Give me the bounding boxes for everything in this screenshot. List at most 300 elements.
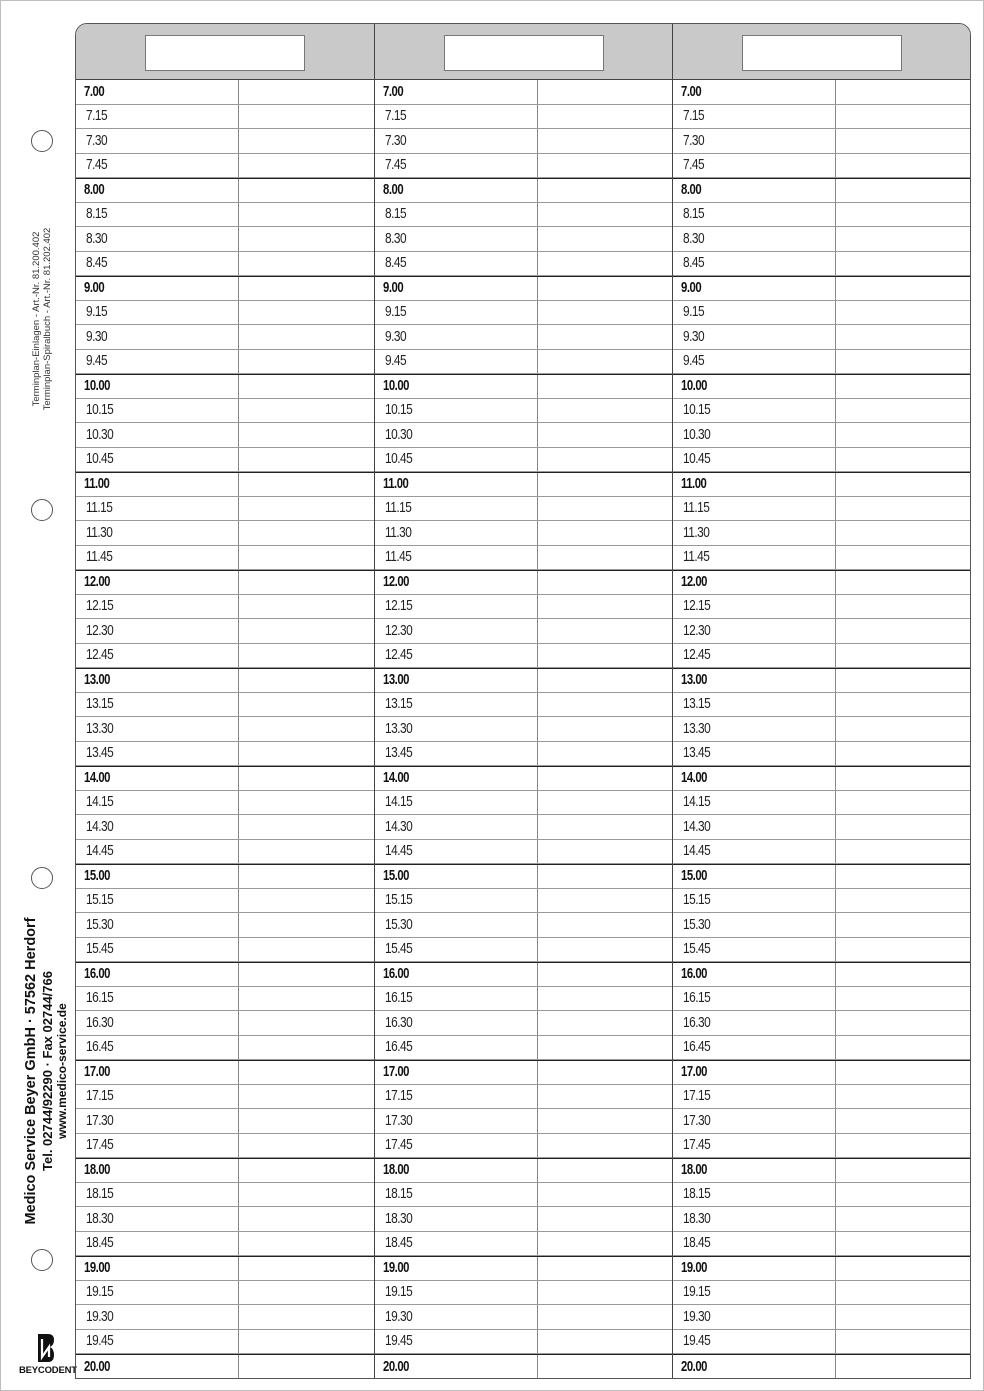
appointment-slot[interactable] bbox=[836, 1281, 970, 1305]
appointment-slot[interactable] bbox=[538, 80, 672, 104]
appointment-slot[interactable] bbox=[836, 938, 970, 962]
time-slot-row[interactable] bbox=[673, 252, 970, 277]
appointment-slot[interactable] bbox=[538, 840, 672, 864]
appointment-slot[interactable] bbox=[239, 154, 374, 178]
time-slot-row[interactable] bbox=[76, 644, 374, 669]
appointment-slot[interactable] bbox=[836, 865, 970, 888]
time-slot-row[interactable] bbox=[375, 1036, 672, 1061]
appointment-slot[interactable] bbox=[836, 277, 970, 300]
appointment-slot[interactable] bbox=[239, 350, 374, 374]
time-slot-row[interactable] bbox=[375, 1207, 672, 1232]
appointment-slot[interactable] bbox=[239, 1159, 374, 1182]
appointment-slot[interactable] bbox=[538, 1036, 672, 1060]
appointment-slot[interactable] bbox=[239, 448, 374, 472]
appointment-slot[interactable] bbox=[836, 105, 970, 129]
time-slot-row[interactable] bbox=[375, 570, 672, 595]
appointment-slot[interactable] bbox=[239, 179, 374, 202]
appointment-slot[interactable] bbox=[836, 717, 970, 741]
appointment-slot[interactable] bbox=[239, 571, 374, 594]
appointment-slot[interactable] bbox=[836, 154, 970, 178]
time-slot-row[interactable] bbox=[76, 227, 374, 252]
time-slot-row[interactable] bbox=[76, 717, 374, 742]
appointment-slot[interactable] bbox=[239, 619, 374, 643]
time-slot-row[interactable] bbox=[375, 472, 672, 497]
time-slot-row[interactable] bbox=[375, 497, 672, 522]
time-slot-row[interactable] bbox=[673, 546, 970, 571]
appointment-slot[interactable] bbox=[538, 154, 672, 178]
time-slot-row[interactable] bbox=[76, 374, 374, 399]
appointment-slot[interactable] bbox=[239, 497, 374, 521]
appointment-slot[interactable] bbox=[836, 252, 970, 276]
time-slot-row[interactable] bbox=[375, 889, 672, 914]
time-slot-row[interactable] bbox=[375, 1109, 672, 1134]
time-slot-row[interactable] bbox=[673, 1036, 970, 1061]
appointment-slot[interactable] bbox=[239, 375, 374, 398]
appointment-slot[interactable] bbox=[239, 227, 374, 251]
time-slot-row[interactable] bbox=[673, 1305, 970, 1330]
time-slot-row[interactable] bbox=[76, 668, 374, 693]
appointment-slot[interactable] bbox=[538, 1330, 672, 1354]
appointment-slot[interactable] bbox=[538, 693, 672, 717]
appointment-slot[interactable] bbox=[836, 203, 970, 227]
time-slot-row[interactable] bbox=[375, 644, 672, 669]
time-slot-row[interactable] bbox=[76, 840, 374, 865]
appointment-slot[interactable] bbox=[538, 497, 672, 521]
appointment-slot[interactable] bbox=[538, 938, 672, 962]
time-slot-row[interactable] bbox=[673, 815, 970, 840]
time-slot-row[interactable] bbox=[76, 1060, 374, 1085]
time-slot-row[interactable] bbox=[375, 1354, 672, 1379]
appointment-slot[interactable] bbox=[836, 350, 970, 374]
time-slot-row[interactable] bbox=[375, 399, 672, 424]
appointment-slot[interactable] bbox=[239, 742, 374, 766]
time-slot-row[interactable] bbox=[375, 1011, 672, 1036]
time-slot-row[interactable] bbox=[375, 129, 672, 154]
appointment-slot[interactable] bbox=[836, 1011, 970, 1035]
appointment-slot[interactable] bbox=[239, 987, 374, 1011]
time-slot-row[interactable] bbox=[375, 325, 672, 350]
appointment-slot[interactable] bbox=[836, 595, 970, 619]
time-slot-row[interactable] bbox=[673, 1085, 970, 1110]
appointment-slot[interactable] bbox=[239, 865, 374, 888]
appointment-slot[interactable] bbox=[538, 791, 672, 815]
time-slot-row[interactable] bbox=[76, 791, 374, 816]
appointment-slot[interactable] bbox=[836, 889, 970, 913]
appointment-slot[interactable] bbox=[836, 129, 970, 153]
time-slot-row[interactable] bbox=[76, 815, 374, 840]
appointment-slot[interactable] bbox=[836, 179, 970, 202]
time-slot-row[interactable] bbox=[673, 987, 970, 1012]
time-slot-row[interactable] bbox=[673, 154, 970, 179]
appointment-slot[interactable] bbox=[538, 767, 672, 790]
appointment-slot[interactable] bbox=[239, 129, 374, 153]
time-slot-row[interactable] bbox=[375, 766, 672, 791]
appointment-slot[interactable] bbox=[239, 546, 374, 570]
appointment-slot[interactable] bbox=[239, 325, 374, 349]
appointment-slot[interactable] bbox=[239, 1207, 374, 1231]
appointment-slot[interactable] bbox=[836, 669, 970, 692]
appointment-slot[interactable] bbox=[538, 227, 672, 251]
appointment-slot[interactable] bbox=[836, 1061, 970, 1084]
appointment-slot[interactable] bbox=[538, 865, 672, 888]
time-slot-row[interactable] bbox=[375, 252, 672, 277]
appointment-slot[interactable] bbox=[538, 644, 672, 668]
time-slot-row[interactable] bbox=[375, 203, 672, 228]
time-slot-row[interactable] bbox=[673, 497, 970, 522]
time-slot-row[interactable] bbox=[673, 913, 970, 938]
time-slot-row[interactable] bbox=[76, 570, 374, 595]
time-slot-row[interactable] bbox=[76, 472, 374, 497]
appointment-slot[interactable] bbox=[836, 1305, 970, 1329]
time-slot-row[interactable] bbox=[375, 938, 672, 963]
appointment-slot[interactable] bbox=[239, 1355, 374, 1379]
time-slot-row[interactable] bbox=[375, 154, 672, 179]
appointment-slot[interactable] bbox=[239, 595, 374, 619]
appointment-slot[interactable] bbox=[836, 693, 970, 717]
time-slot-row[interactable] bbox=[673, 619, 970, 644]
appointment-slot[interactable] bbox=[836, 301, 970, 325]
time-slot-row[interactable] bbox=[76, 1109, 374, 1134]
time-slot-row[interactable] bbox=[673, 1060, 970, 1085]
time-slot-row[interactable] bbox=[375, 546, 672, 571]
time-slot-row[interactable] bbox=[76, 1134, 374, 1159]
time-slot-row[interactable] bbox=[76, 913, 374, 938]
time-slot-row[interactable] bbox=[76, 1232, 374, 1257]
time-slot-row[interactable] bbox=[375, 815, 672, 840]
time-slot-row[interactable] bbox=[375, 227, 672, 252]
time-slot-row[interactable] bbox=[375, 1183, 672, 1208]
time-slot-row[interactable] bbox=[673, 350, 970, 375]
time-slot-row[interactable] bbox=[673, 448, 970, 473]
time-slot-row[interactable] bbox=[76, 497, 374, 522]
appointment-slot[interactable] bbox=[538, 1305, 672, 1329]
time-slot-row[interactable] bbox=[673, 595, 970, 620]
appointment-slot[interactable] bbox=[538, 325, 672, 349]
appointment-slot[interactable] bbox=[538, 717, 672, 741]
appointment-slot[interactable] bbox=[538, 1159, 672, 1182]
time-slot-row[interactable] bbox=[76, 423, 374, 448]
time-slot-row[interactable] bbox=[76, 105, 374, 130]
time-slot-row[interactable] bbox=[673, 1256, 970, 1281]
appointment-slot[interactable] bbox=[836, 571, 970, 594]
time-slot-row[interactable] bbox=[375, 448, 672, 473]
time-slot-row[interactable] bbox=[76, 154, 374, 179]
time-slot-row[interactable] bbox=[76, 1183, 374, 1208]
appointment-slot[interactable] bbox=[239, 105, 374, 129]
time-slot-row[interactable] bbox=[375, 1232, 672, 1257]
time-slot-row[interactable] bbox=[673, 791, 970, 816]
appointment-slot[interactable] bbox=[538, 963, 672, 986]
appointment-slot[interactable] bbox=[836, 399, 970, 423]
appointment-slot[interactable] bbox=[836, 1355, 970, 1379]
time-slot-row[interactable] bbox=[375, 693, 672, 718]
time-slot-row[interactable] bbox=[673, 693, 970, 718]
time-slot-row[interactable] bbox=[673, 1232, 970, 1257]
appointment-slot[interactable] bbox=[538, 179, 672, 202]
appointment-slot[interactable] bbox=[836, 1257, 970, 1280]
time-slot-row[interactable] bbox=[76, 1158, 374, 1183]
appointment-slot[interactable] bbox=[538, 595, 672, 619]
appointment-slot[interactable] bbox=[239, 913, 374, 937]
appointment-slot[interactable] bbox=[538, 1207, 672, 1231]
appointment-slot[interactable] bbox=[836, 791, 970, 815]
time-slot-row[interactable] bbox=[76, 742, 374, 767]
appointment-slot[interactable] bbox=[239, 963, 374, 986]
appointment-slot[interactable] bbox=[538, 252, 672, 276]
appointment-slot[interactable] bbox=[239, 1281, 374, 1305]
time-slot-row[interactable] bbox=[76, 1011, 374, 1036]
time-slot-row[interactable] bbox=[76, 129, 374, 154]
appointment-slot[interactable] bbox=[836, 1134, 970, 1158]
appointment-slot[interactable] bbox=[836, 375, 970, 398]
appointment-slot[interactable] bbox=[836, 1232, 970, 1256]
time-slot-row[interactable] bbox=[76, 619, 374, 644]
time-slot-row[interactable] bbox=[375, 80, 672, 105]
time-slot-row[interactable] bbox=[673, 889, 970, 914]
time-slot-row[interactable] bbox=[375, 374, 672, 399]
time-slot-row[interactable] bbox=[76, 325, 374, 350]
appointment-slot[interactable] bbox=[239, 1011, 374, 1035]
day-label-field[interactable] bbox=[742, 35, 902, 71]
appointment-slot[interactable] bbox=[239, 80, 374, 104]
time-slot-row[interactable] bbox=[375, 301, 672, 326]
time-slot-row[interactable] bbox=[375, 791, 672, 816]
time-slot-row[interactable] bbox=[673, 1011, 970, 1036]
appointment-slot[interactable] bbox=[239, 1232, 374, 1256]
time-slot-row[interactable] bbox=[673, 1109, 970, 1134]
appointment-slot[interactable] bbox=[836, 1085, 970, 1109]
appointment-slot[interactable] bbox=[836, 1330, 970, 1354]
time-slot-row[interactable] bbox=[673, 80, 970, 105]
appointment-slot[interactable] bbox=[538, 423, 672, 447]
time-slot-row[interactable] bbox=[375, 668, 672, 693]
appointment-slot[interactable] bbox=[239, 1109, 374, 1133]
appointment-slot[interactable] bbox=[538, 1281, 672, 1305]
appointment-slot[interactable] bbox=[538, 350, 672, 374]
appointment-slot[interactable] bbox=[538, 1085, 672, 1109]
appointment-slot[interactable] bbox=[836, 742, 970, 766]
appointment-slot[interactable] bbox=[836, 963, 970, 986]
time-slot-row[interactable] bbox=[375, 1256, 672, 1281]
appointment-slot[interactable] bbox=[239, 203, 374, 227]
time-slot-row[interactable] bbox=[375, 423, 672, 448]
time-slot-row[interactable] bbox=[76, 1281, 374, 1306]
time-slot-row[interactable] bbox=[673, 1134, 970, 1159]
time-slot-row[interactable] bbox=[673, 301, 970, 326]
day-label-field[interactable] bbox=[444, 35, 604, 71]
time-slot-row[interactable] bbox=[375, 595, 672, 620]
time-slot-row[interactable] bbox=[375, 1060, 672, 1085]
appointment-slot[interactable] bbox=[836, 521, 970, 545]
time-slot-row[interactable] bbox=[673, 227, 970, 252]
appointment-slot[interactable] bbox=[239, 938, 374, 962]
time-slot-row[interactable] bbox=[375, 105, 672, 130]
time-slot-row[interactable] bbox=[673, 840, 970, 865]
time-slot-row[interactable] bbox=[76, 987, 374, 1012]
time-slot-row[interactable] bbox=[673, 864, 970, 889]
appointment-slot[interactable] bbox=[239, 473, 374, 496]
time-slot-row[interactable] bbox=[76, 178, 374, 203]
appointment-slot[interactable] bbox=[239, 889, 374, 913]
appointment-slot[interactable] bbox=[836, 1159, 970, 1182]
appointment-slot[interactable] bbox=[239, 767, 374, 790]
time-slot-row[interactable] bbox=[76, 546, 374, 571]
time-slot-row[interactable] bbox=[375, 619, 672, 644]
time-slot-row[interactable] bbox=[76, 766, 374, 791]
appointment-slot[interactable] bbox=[538, 277, 672, 300]
time-slot-row[interactable] bbox=[76, 962, 374, 987]
appointment-slot[interactable] bbox=[239, 791, 374, 815]
appointment-slot[interactable] bbox=[538, 1355, 672, 1379]
appointment-slot[interactable] bbox=[538, 473, 672, 496]
appointment-slot[interactable] bbox=[538, 203, 672, 227]
appointment-slot[interactable] bbox=[239, 717, 374, 741]
time-slot-row[interactable] bbox=[673, 570, 970, 595]
time-slot-row[interactable] bbox=[673, 521, 970, 546]
appointment-slot[interactable] bbox=[836, 619, 970, 643]
time-slot-row[interactable] bbox=[76, 1085, 374, 1110]
time-slot-row[interactable] bbox=[673, 423, 970, 448]
time-slot-row[interactable] bbox=[76, 889, 374, 914]
appointment-slot[interactable] bbox=[836, 473, 970, 496]
appointment-slot[interactable] bbox=[239, 1061, 374, 1084]
appointment-slot[interactable] bbox=[538, 105, 672, 129]
appointment-slot[interactable] bbox=[538, 399, 672, 423]
appointment-slot[interactable] bbox=[239, 840, 374, 864]
appointment-slot[interactable] bbox=[538, 1232, 672, 1256]
time-slot-row[interactable] bbox=[673, 1330, 970, 1355]
time-slot-row[interactable] bbox=[673, 668, 970, 693]
time-slot-row[interactable] bbox=[76, 399, 374, 424]
time-slot-row[interactable] bbox=[673, 766, 970, 791]
time-slot-row[interactable] bbox=[375, 1305, 672, 1330]
time-slot-row[interactable] bbox=[673, 399, 970, 424]
appointment-slot[interactable] bbox=[239, 1183, 374, 1207]
time-slot-row[interactable] bbox=[673, 276, 970, 301]
time-slot-row[interactable] bbox=[673, 105, 970, 130]
time-slot-row[interactable] bbox=[673, 717, 970, 742]
time-slot-row[interactable] bbox=[673, 962, 970, 987]
time-slot-row[interactable] bbox=[76, 1036, 374, 1061]
appointment-slot[interactable] bbox=[239, 1134, 374, 1158]
appointment-slot[interactable] bbox=[538, 815, 672, 839]
appointment-slot[interactable] bbox=[239, 644, 374, 668]
time-slot-row[interactable] bbox=[76, 1305, 374, 1330]
time-slot-row[interactable] bbox=[673, 644, 970, 669]
appointment-slot[interactable] bbox=[239, 693, 374, 717]
appointment-slot[interactable] bbox=[836, 1109, 970, 1133]
time-slot-row[interactable] bbox=[375, 864, 672, 889]
appointment-slot[interactable] bbox=[836, 840, 970, 864]
appointment-slot[interactable] bbox=[538, 129, 672, 153]
time-slot-row[interactable] bbox=[673, 1354, 970, 1379]
time-slot-row[interactable] bbox=[673, 203, 970, 228]
time-slot-row[interactable] bbox=[375, 350, 672, 375]
time-slot-row[interactable] bbox=[76, 693, 374, 718]
time-slot-row[interactable] bbox=[76, 276, 374, 301]
time-slot-row[interactable] bbox=[375, 987, 672, 1012]
appointment-slot[interactable] bbox=[538, 301, 672, 325]
appointment-slot[interactable] bbox=[836, 325, 970, 349]
appointment-slot[interactable] bbox=[836, 913, 970, 937]
appointment-slot[interactable] bbox=[239, 252, 374, 276]
time-slot-row[interactable] bbox=[76, 350, 374, 375]
appointment-slot[interactable] bbox=[239, 277, 374, 300]
appointment-slot[interactable] bbox=[538, 1011, 672, 1035]
appointment-slot[interactable] bbox=[538, 987, 672, 1011]
time-slot-row[interactable] bbox=[375, 840, 672, 865]
appointment-slot[interactable] bbox=[538, 521, 672, 545]
time-slot-row[interactable] bbox=[375, 521, 672, 546]
appointment-slot[interactable] bbox=[836, 987, 970, 1011]
time-slot-row[interactable] bbox=[673, 1207, 970, 1232]
appointment-slot[interactable] bbox=[239, 521, 374, 545]
time-slot-row[interactable] bbox=[375, 717, 672, 742]
appointment-slot[interactable] bbox=[836, 80, 970, 104]
appointment-slot[interactable] bbox=[538, 1183, 672, 1207]
time-slot-row[interactable] bbox=[673, 178, 970, 203]
appointment-slot[interactable] bbox=[538, 571, 672, 594]
time-slot-row[interactable] bbox=[673, 325, 970, 350]
time-slot-row[interactable] bbox=[76, 448, 374, 473]
appointment-slot[interactable] bbox=[538, 546, 672, 570]
appointment-slot[interactable] bbox=[538, 1134, 672, 1158]
appointment-slot[interactable] bbox=[836, 815, 970, 839]
time-slot-row[interactable] bbox=[673, 742, 970, 767]
appointment-slot[interactable] bbox=[239, 1305, 374, 1329]
appointment-slot[interactable] bbox=[538, 1109, 672, 1133]
time-slot-row[interactable] bbox=[375, 1158, 672, 1183]
day-label-field[interactable] bbox=[145, 35, 305, 71]
time-slot-row[interactable] bbox=[673, 129, 970, 154]
time-slot-row[interactable] bbox=[76, 301, 374, 326]
time-slot-row[interactable] bbox=[375, 276, 672, 301]
appointment-slot[interactable] bbox=[836, 1036, 970, 1060]
time-slot-row[interactable] bbox=[375, 913, 672, 938]
appointment-slot[interactable] bbox=[239, 423, 374, 447]
time-slot-row[interactable] bbox=[673, 938, 970, 963]
time-slot-row[interactable] bbox=[76, 864, 374, 889]
appointment-slot[interactable] bbox=[538, 913, 672, 937]
time-slot-row[interactable] bbox=[76, 252, 374, 277]
time-slot-row[interactable] bbox=[375, 742, 672, 767]
appointment-slot[interactable] bbox=[836, 423, 970, 447]
time-slot-row[interactable] bbox=[76, 1207, 374, 1232]
appointment-slot[interactable] bbox=[538, 889, 672, 913]
appointment-slot[interactable] bbox=[836, 1183, 970, 1207]
appointment-slot[interactable] bbox=[239, 1330, 374, 1354]
time-slot-row[interactable] bbox=[375, 1085, 672, 1110]
appointment-slot[interactable] bbox=[239, 669, 374, 692]
appointment-slot[interactable] bbox=[239, 1257, 374, 1280]
time-slot-row[interactable] bbox=[76, 521, 374, 546]
appointment-slot[interactable] bbox=[239, 1036, 374, 1060]
appointment-slot[interactable] bbox=[538, 375, 672, 398]
appointment-slot[interactable] bbox=[538, 448, 672, 472]
time-slot-row[interactable] bbox=[375, 1134, 672, 1159]
appointment-slot[interactable] bbox=[239, 815, 374, 839]
appointment-slot[interactable] bbox=[538, 1257, 672, 1280]
appointment-slot[interactable] bbox=[538, 669, 672, 692]
time-slot-row[interactable] bbox=[673, 1158, 970, 1183]
time-slot-row[interactable] bbox=[673, 1183, 970, 1208]
time-slot-row[interactable] bbox=[375, 1281, 672, 1306]
time-slot-row[interactable] bbox=[76, 1330, 374, 1355]
time-slot-row[interactable] bbox=[375, 962, 672, 987]
appointment-slot[interactable] bbox=[239, 399, 374, 423]
time-slot-row[interactable] bbox=[76, 1354, 374, 1379]
appointment-slot[interactable] bbox=[836, 227, 970, 251]
